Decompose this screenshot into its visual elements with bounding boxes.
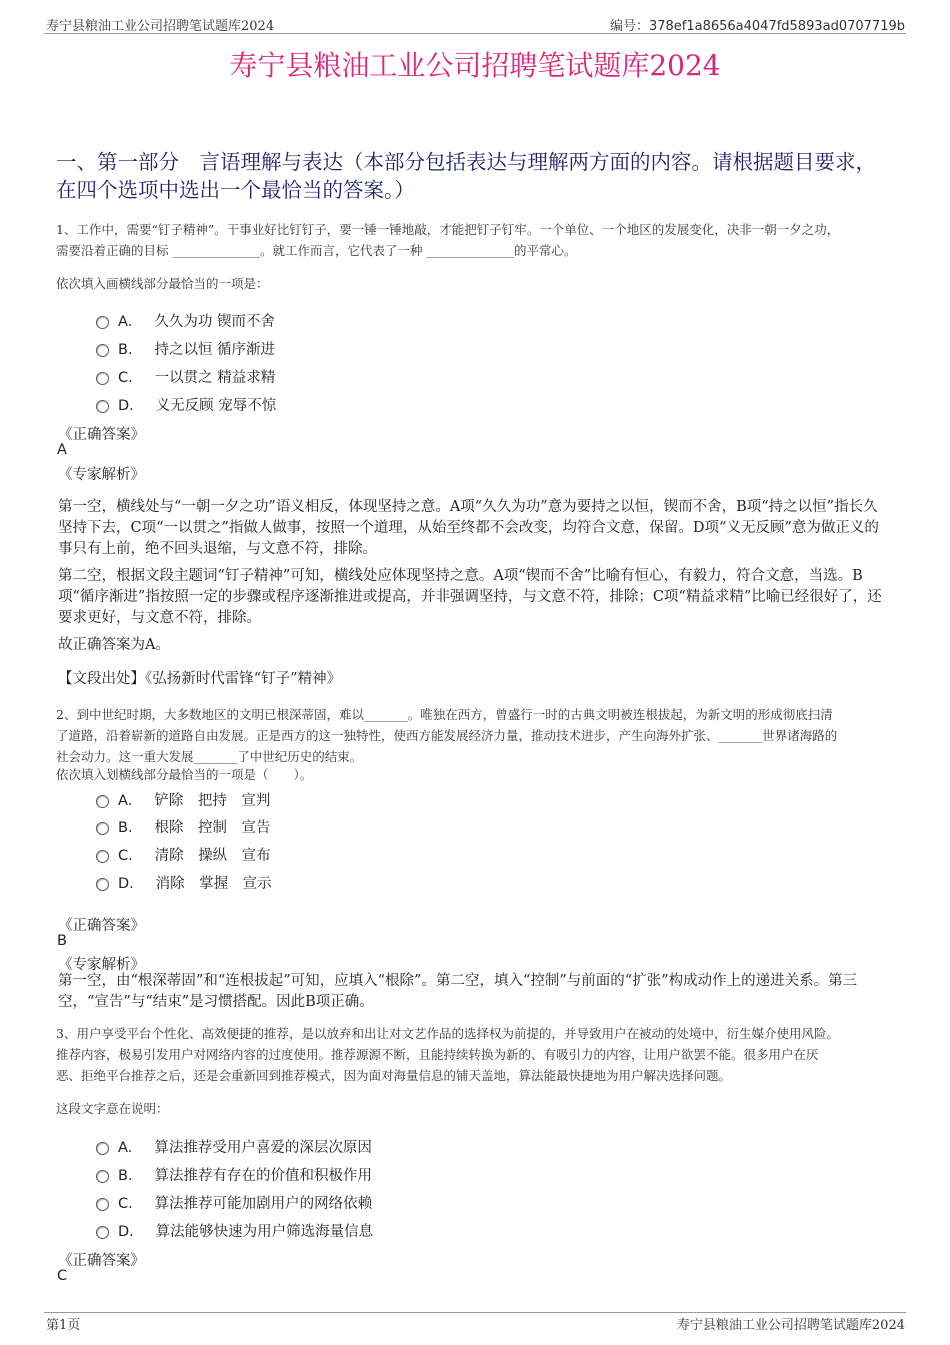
q2-stem-line: 社会动力。这一重大发展_______了中世纪历史的结束。 <box>56 749 363 764</box>
option-text: 一以贯之 精益求精 <box>154 370 276 386</box>
q2-stem <box>56 704 896 767</box>
q2-option-b[interactable] <box>96 816 270 837</box>
header-divider <box>44 33 906 34</box>
q1-conclusion: 故正确答案为A。 <box>58 637 170 653</box>
q1-source: 【文段出处】《弘扬新时代雷锋“钉子”精神》 <box>58 671 342 687</box>
footer-divider <box>44 1312 906 1313</box>
header-code-label: 编号： <box>609 19 649 34</box>
option-letter: A． <box>118 793 143 809</box>
q2-option-d[interactable] <box>96 872 272 893</box>
option-text: 算法推荐可能加剧用户的网络依赖 <box>154 1196 373 1212</box>
header-code-value: 378ef1a8656a4047fd5893ad0707719b <box>648 19 905 34</box>
option-text: 根除 控制 宣告 <box>154 820 271 836</box>
option-letter: B． <box>118 1168 143 1184</box>
option-letter: A． <box>118 314 143 330</box>
radio-icon[interactable] <box>96 1198 109 1211</box>
q1-option-c[interactable] <box>96 366 275 387</box>
q3-option-b[interactable] <box>96 1164 372 1185</box>
q1-stem-line: 需要沿着正确的目标 ______________。就工作而言，它代表了一种 ______________的平常心。 <box>56 243 577 258</box>
option-text: 义无反顾 宠辱不惊 <box>155 398 277 414</box>
q3-stem-line: 推荐内容，极易引发用户对网络内容的过度使用。推荐源源不断，且能持续转换为新的、有吸引力的内容，让用户欲罢不能。很多用户在厌 <box>56 1047 819 1062</box>
option-text: 持之以恒 循序渐进 <box>154 342 276 358</box>
q2-prompt: 依次填入划横线部分最恰当的一项是（ ）。 <box>56 767 313 782</box>
radio-icon[interactable] <box>96 400 109 413</box>
q2-stem-line: 了道路，沿着崭新的道路自由发展。正是西方的这一独特性，使西方能发展经济力量，推动技术进步，产生向海外扩张、_______世界诸海路的 <box>56 728 838 743</box>
q3-prompt: 这段文字意在说明： <box>56 1101 169 1116</box>
q1-analysis-label: 《专家解析》 <box>58 467 145 483</box>
radio-icon[interactable] <box>96 850 109 863</box>
radio-icon[interactable] <box>96 822 109 835</box>
q2-analysis: 第一空，由“根深蒂固”和“连根拔起”可知，应填入“根除”。第二空，填入“控制”与前面的“扩张”构成动作上的递进关系。第三空，“宣告”与“结束”是习惯搭配。因此B项正确。 <box>58 973 858 1010</box>
q1-correct-label: 《正确答案》 <box>58 427 145 443</box>
q1-analysis-p1: 第一空，横线处与“一朝一夕之功”语义相反，体现坚持之意。A项“久久为功”意为要持之以恒，锲而不舍，B项“持之以恒”指长久坚持下去，C项“一以贯之”指做人做事，按照一个道理，从始至终都不会改变，均符合文意，保留。D项“义无反顾”意为做正义的事只有上前，绝不回头退缩，与文意不符，排除。 <box>58 499 879 557</box>
q1-option-b[interactable] <box>96 338 275 359</box>
option-letter: B． <box>118 342 143 358</box>
radio-icon[interactable] <box>96 344 109 357</box>
radio-icon[interactable] <box>96 878 109 891</box>
q3-option-a[interactable] <box>96 1136 372 1157</box>
q1-option-a[interactable] <box>96 310 275 331</box>
q3-stem-line: 恶、拒绝平台推荐之后，还是会重新回到推荐模式，因为面对海量信息的铺天盖地，算法能最快捷地为用户解决选择问题。 <box>56 1068 732 1083</box>
radio-icon[interactable] <box>96 795 109 808</box>
q3-correct-label: 《正确答案》 <box>58 1253 145 1269</box>
q3-option-d[interactable] <box>96 1220 373 1241</box>
q1-stem-line: 1、工作中，需要“钉子精神”。干事业好比钉钉子，要一锤一锤地敲，才能把钉子钉牢。一个单位、一个地区的发展变化，决非一朝一夕之功， <box>56 222 840 237</box>
option-letter: B． <box>118 820 143 836</box>
option-letter: D． <box>118 1224 144 1240</box>
radio-icon[interactable] <box>96 1142 109 1155</box>
header-doc-code <box>610 15 905 34</box>
q1-option-d[interactable] <box>96 394 276 415</box>
option-letter: A． <box>118 1140 143 1156</box>
option-letter: D． <box>118 876 144 892</box>
option-text: 铲除 把持 宣判 <box>154 793 271 809</box>
q1-stem <box>56 219 896 261</box>
option-text: 算法能够快速为用户筛选海量信息 <box>155 1224 374 1240</box>
radio-icon[interactable] <box>96 372 109 385</box>
footer-doc-title: 寿宁县粮油工业公司招聘笔试题库2024 <box>676 1318 905 1333</box>
q1-answer: A <box>57 442 67 458</box>
radio-icon[interactable] <box>96 1226 109 1239</box>
q2-analysis-label: 《专家解析》 <box>58 957 145 973</box>
q2-stem-line: 2、到中世纪时期，大多数地区的文明已根深蒂固，难以_______。唯独在西方，曾盛行一时的古典文明被连根拔起，为新文明的形成彻底扫清 <box>56 707 833 722</box>
radio-icon[interactable] <box>96 316 109 329</box>
q3-answer: C <box>57 1268 68 1284</box>
section-heading: 一、第一部分 言语理解与表达（本部分包括表达与理解两方面的内容。请根据题目要求，在四个选项中选出一个最恰当的答案。） <box>56 150 876 202</box>
radio-icon[interactable] <box>96 1170 109 1183</box>
option-letter: C． <box>118 848 143 864</box>
option-text: 算法推荐有存在的价值和积极作用 <box>154 1168 372 1184</box>
q2-option-a[interactable] <box>96 789 270 810</box>
option-text: 清除 操纵 宣布 <box>154 848 271 864</box>
option-text: 消除 掌握 宣示 <box>155 876 272 892</box>
q3-stem-line: 3、用户享受平台个性化、高效便捷的推荐，是以放弃和出让对文艺作品的选择权为前提的，并导致用户在被动的处境中，衍生媒介使用风险。 <box>56 1026 839 1041</box>
q3-stem <box>56 1023 896 1086</box>
q1-prompt: 依次填入画横线部分最恰当的一项是： <box>56 276 269 291</box>
q1-analysis-p2: 第二空，根据文段主题词“钉子精神”可知，横线处应体现坚持之意。A项“锲而不舍”比喻有恒心，有毅力，符合文意，当选。B项“循序渐进”指按照一定的步骤或程序逐渐推进或提高，并非强调坚持，与文意不符，排除；C项“精益求精”比喻已经很好了，还要求更好，与文意不符，排除。 <box>58 568 882 626</box>
q2-correct-label: 《正确答案》 <box>58 918 145 934</box>
footer-page-number: 第1页 <box>46 1318 81 1333</box>
q2-answer: B <box>57 933 67 949</box>
q2-option-c[interactable] <box>96 844 271 865</box>
option-text: 算法推荐受用户喜爱的深层次原因 <box>154 1140 372 1156</box>
option-letter: C． <box>118 370 143 386</box>
option-letter: D． <box>118 398 144 414</box>
page-title: 寿宁县粮油工业公司招聘笔试题库2024 <box>229 49 721 82</box>
q3-option-c[interactable] <box>96 1192 372 1213</box>
option-letter: C． <box>118 1196 143 1212</box>
header-doc-title: 寿宁县粮油工业公司招聘笔试题库2024 <box>46 19 275 34</box>
option-text: 久久为功 锲而不舍 <box>154 314 276 330</box>
